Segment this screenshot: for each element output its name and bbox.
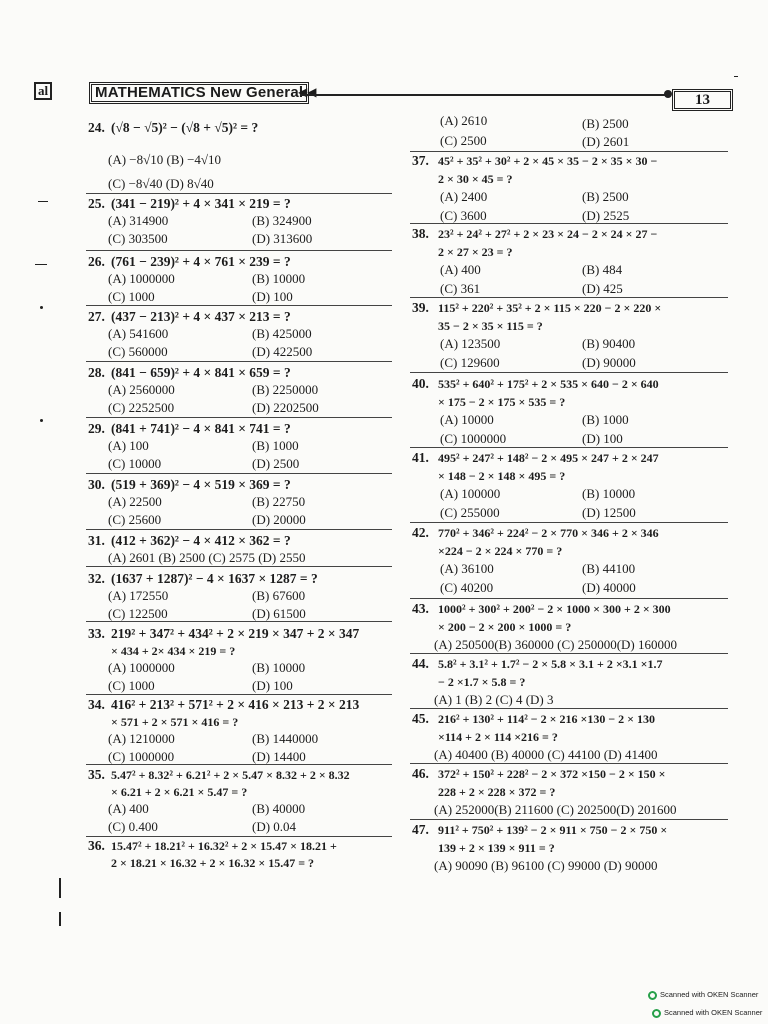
- option-d: (D) 0.04: [252, 819, 297, 834]
- question-separator: [410, 598, 728, 599]
- scan-mark: [38, 201, 48, 202]
- question-stem: 23² + 24² + 27² + 2 × 23 × 24 − 2 × 24 × 27 −: [438, 227, 658, 241]
- option-b: (B) 10000: [252, 660, 306, 675]
- option-b: (B) 2500: [582, 116, 629, 131]
- option-b: (B) 1000: [252, 438, 299, 453]
- question-separator: [86, 566, 392, 567]
- option-b: (B) 67600: [252, 588, 306, 603]
- option-a: (A) 2610: [440, 113, 488, 128]
- question-stem: 535² + 640² + 175² + 2 × 535 × 640 − 2 × 640: [438, 377, 659, 391]
- question-number: 26.: [88, 254, 105, 269]
- option-a: (A) 400: [440, 262, 481, 277]
- scan-mark: [734, 76, 738, 77]
- option-c: (C) 2500: [440, 133, 487, 148]
- question-stem: (761 − 239)² + 4 × 761 × 239 = ?: [111, 254, 291, 269]
- question-number: 25.: [88, 196, 105, 211]
- option-b: (B) 90400: [582, 336, 636, 351]
- question-separator: [86, 305, 392, 306]
- question-number: 28.: [88, 365, 105, 380]
- question-number: 46.: [412, 766, 429, 781]
- option-c: (C) 3600: [440, 208, 487, 223]
- option-d: (D) 2601: [582, 134, 630, 149]
- question-stem: (√8 − √5)² − (√8 + √5)² = ?: [111, 120, 259, 135]
- option-a: (A) 2400: [440, 189, 488, 204]
- question-separator: [86, 836, 392, 837]
- question-number: 37.: [412, 153, 429, 168]
- option-row-inline: (A) 252000(B) 211600 (C) 202500(D) 201600: [434, 802, 677, 817]
- option-a: (A) 541600: [108, 326, 169, 341]
- question-stem: (841 − 659)² + 4 × 841 × 659 = ?: [111, 365, 291, 380]
- scanner-logo-icon: [648, 991, 657, 1000]
- question-stem: (437 − 213)² + 4 × 437 × 213 = ?: [111, 309, 291, 324]
- question-number: 47.: [412, 822, 429, 837]
- question-number: 43.: [412, 601, 429, 616]
- question-number: 27.: [88, 309, 105, 324]
- question-number: 45.: [412, 711, 429, 726]
- question-stem: 770² + 346² + 224² − 2 × 770 × 346 + 2 × 346: [438, 526, 659, 540]
- question-stem: 219² + 347² + 434² + 2 × 219 × 347 + 2 × 347: [111, 626, 360, 641]
- option-b: (B) 1000: [582, 412, 629, 427]
- question-separator: [410, 151, 728, 152]
- question-number: 34.: [88, 697, 105, 712]
- question-number: 29.: [88, 421, 105, 436]
- option-a: (A) 100: [108, 438, 149, 453]
- question-number: 32.: [88, 571, 105, 586]
- option-d: (D) 2202500: [252, 400, 319, 415]
- scan-mark: [40, 306, 43, 309]
- option-d: (D) 20000: [252, 512, 306, 527]
- question-separator: [86, 250, 392, 251]
- question-stem: 216² + 130² + 114² − 2 × 216 ×130 − 2 × 130: [438, 712, 655, 726]
- option-row-inline: (A) 90090 (B) 96100 (C) 99000 (D) 90000: [434, 858, 658, 873]
- question-number: 40.: [412, 376, 429, 391]
- option-c: (C) 560000: [108, 344, 168, 359]
- option-row-inline: (A) 2601 (B) 2500 (C) 2575 (D) 2550: [108, 550, 306, 565]
- question-stem-continued: × 571 + 2 × 571 × 416 = ?: [111, 715, 239, 729]
- question-number: 24.: [88, 120, 105, 135]
- question-separator: [86, 417, 392, 418]
- option-c: (C) 40200: [440, 580, 494, 595]
- option-b: (B) 10000: [582, 486, 636, 501]
- question-stem-continued: 35 − 2 × 35 × 115 = ?: [438, 319, 543, 333]
- option-d: (D) 40000: [582, 580, 636, 595]
- corner-label: al: [34, 82, 52, 100]
- question-stem: 495² + 247² + 148² − 2 × 495 × 247 + 2 × 247: [438, 451, 659, 465]
- option-d: (D) 425: [582, 281, 623, 296]
- question-stem-continued: × 200 − 2 × 200 × 1000 = ?: [438, 620, 572, 634]
- scanner-watermark: [652, 1008, 762, 1018]
- option-a: (A) 22500: [108, 494, 162, 509]
- question-stem: 15.47² + 18.21² + 16.32² + 2 × 15.47 × 18.21 +: [111, 839, 337, 853]
- option-d: (D) 313600: [252, 231, 313, 246]
- option-c: (C) 1000: [108, 678, 155, 693]
- option-d: (D) 90000: [582, 355, 636, 370]
- option-d: (D) 100: [252, 289, 293, 304]
- option-a: (A) 36100: [440, 561, 494, 576]
- option-row-inline: (A) 1 (B) 2 (C) 4 (D) 3: [434, 692, 554, 707]
- option-b: (B) 44100: [582, 561, 636, 576]
- option-a: (A) 1000000: [108, 271, 175, 286]
- question-number: 36.: [88, 838, 105, 853]
- question-stem: 416² + 213² + 571² + 2 × 416 × 213 + 2 × 213: [111, 697, 360, 712]
- question-separator: [410, 708, 728, 709]
- option-d: (D) 2500: [252, 456, 300, 471]
- option-row: (C) −8√40 (D) 8√40: [108, 176, 214, 191]
- question-separator: [410, 223, 728, 224]
- option-a: (A) 2560000: [108, 382, 175, 397]
- scan-mark: [35, 264, 47, 265]
- question-stem-continued: × 148 − 2 × 148 × 495 = ?: [438, 469, 566, 483]
- option-a: (A) 1210000: [108, 731, 175, 746]
- option-c: (C) 1000: [108, 289, 155, 304]
- question-stem: 5.8² + 3.1² + 1.7² − 2 × 5.8 × 3.1 + 2 ×3.1 ×1.7: [438, 657, 663, 671]
- question-stem: (841 + 741)² − 4 × 841 × 741 = ?: [111, 421, 291, 436]
- header-dot-icon: [664, 90, 672, 98]
- question-separator: [86, 361, 392, 362]
- option-c: (C) 0.400: [108, 819, 158, 834]
- question-separator: [410, 522, 728, 523]
- question-stem-continued: × 175 − 2 × 175 × 535 = ?: [438, 395, 566, 409]
- question-number: 41.: [412, 450, 429, 465]
- option-d: (D) 12500: [582, 505, 636, 520]
- option-b: (B) 324900: [252, 213, 312, 228]
- question-separator: [86, 529, 392, 530]
- scan-mark: [59, 878, 61, 898]
- question-separator: [410, 297, 728, 298]
- question-number: 38.: [412, 226, 429, 241]
- question-stem-continued: ×224 − 2 × 224 × 770 = ?: [438, 544, 563, 558]
- question-stem: (1637 + 1287)² − 4 × 1637 × 1287 = ?: [111, 571, 318, 586]
- question-separator: [410, 763, 728, 764]
- question-stem-continued: 2 × 27 × 23 = ?: [438, 245, 513, 259]
- option-c: (C) 122500: [108, 606, 168, 621]
- scanner-text: Scanned with OKEN Scanner: [664, 1008, 763, 1017]
- question-separator: [86, 694, 392, 695]
- option-a: (A) 10000: [440, 412, 494, 427]
- question-separator: [410, 372, 728, 373]
- question-stem-continued: ×114 + 2 × 114 ×216 = ?: [438, 730, 558, 744]
- question-separator: [86, 764, 392, 765]
- option-d: (D) 100: [252, 678, 293, 693]
- option-d: (D) 14400: [252, 749, 306, 764]
- option-c: (C) 25600: [108, 512, 162, 527]
- option-b: (B) 1440000: [252, 731, 319, 746]
- option-d: (D) 61500: [252, 606, 306, 621]
- question-stem-continued: × 434 + 2× 434 × 219 = ?: [111, 644, 236, 658]
- question-stem: 911² + 750² + 139² − 2 × 911 × 750 − 2 × 750 ×: [438, 823, 668, 837]
- option-c: (C) 10000: [108, 456, 162, 471]
- option-a: (A) 314900: [108, 213, 169, 228]
- option-a: (A) 1000000: [108, 660, 175, 675]
- question-number: 44.: [412, 656, 429, 671]
- option-b: (B) 2500: [582, 189, 629, 204]
- scan-mark: [40, 419, 43, 422]
- scanner-watermark: [648, 990, 758, 1000]
- option-a: (A) 400: [108, 801, 149, 816]
- header-arrow-icon: ◀◀: [298, 85, 317, 99]
- option-b: (B) 10000: [252, 271, 306, 286]
- header-rule: [300, 94, 670, 96]
- page-number: 13: [672, 89, 733, 111]
- question-separator: [410, 653, 728, 654]
- option-b: (B) 2250000: [252, 382, 319, 397]
- question-stem: 1000² + 300² + 200² − 2 × 1000 × 300 + 2 × 300: [438, 602, 671, 616]
- question-stem-continued: 2 × 18.21 × 16.32 + 2 × 16.32 × 15.47 = ?: [111, 856, 315, 870]
- question-separator: [410, 819, 728, 820]
- question-stem-continued: 228 + 2 × 228 × 372 = ?: [438, 785, 556, 799]
- option-a: (A) 172550: [108, 588, 169, 603]
- option-c: (C) 361: [440, 281, 481, 296]
- question-stem-continued: 2 × 30 × 45 = ?: [438, 172, 513, 186]
- option-a: (A) 123500: [440, 336, 501, 351]
- question-number: 35.: [88, 767, 105, 782]
- option-b: (B) 40000: [252, 801, 306, 816]
- option-c: (C) 129600: [440, 355, 500, 370]
- option-c: (C) 255000: [440, 505, 500, 520]
- option-c: (C) 303500: [108, 231, 168, 246]
- question-number: 31.: [88, 533, 105, 548]
- question-stem: (412 + 362)² − 4 × 412 × 362 = ?: [111, 533, 291, 548]
- option-d: (D) 422500: [252, 344, 313, 359]
- question-stem: (519 + 369)² − 4 × 519 × 369 = ?: [111, 477, 291, 492]
- question-stem: 5.47² + 8.32² + 6.21² + 2 × 5.47 × 8.32 + 2 × 8.32: [111, 768, 350, 782]
- question-stem: 372² + 150² + 228² − 2 × 372 ×150 − 2 × 150 ×: [438, 767, 666, 781]
- option-a: (A) 100000: [440, 486, 501, 501]
- question-stem-continued: 139 + 2 × 139 × 911 = ?: [438, 841, 555, 855]
- question-separator: [410, 447, 728, 448]
- option-row-inline: (A) 250500(B) 360000 (C) 250000(D) 160000: [434, 637, 678, 652]
- scan-mark: [59, 912, 61, 926]
- option-b: (B) 484: [582, 262, 623, 277]
- option-b: (B) 22750: [252, 494, 306, 509]
- scanner-logo-icon: [652, 1009, 661, 1018]
- option-d: (D) 2525: [582, 208, 630, 223]
- option-d: (D) 100: [582, 431, 623, 446]
- question-number: 33.: [88, 626, 105, 641]
- question-stem: (341 − 219)² + 4 × 341 × 219 = ?: [111, 196, 291, 211]
- section-title: MATHEMATICS New General: [89, 82, 309, 104]
- scanner-text: Scanned with OKEN Scanner: [660, 990, 759, 999]
- option-c: (C) 1000000: [440, 431, 507, 446]
- question-separator: [86, 473, 392, 474]
- option-b: (B) 425000: [252, 326, 312, 341]
- option-row: (A) −8√10 (B) −4√10: [108, 152, 222, 167]
- option-c: (C) 1000000: [108, 749, 175, 764]
- question-number: 30.: [88, 477, 105, 492]
- question-stem: 115² + 220² + 35² + 2 × 115 × 220 − 2 × 220 ×: [438, 301, 662, 315]
- question-stem-continued: × 6.21 + 2 × 6.21 × 5.47 = ?: [111, 785, 248, 799]
- option-row-inline: (A) 40400 (B) 40000 (C) 44100 (D) 41400: [434, 747, 658, 762]
- option-c: (C) 2252500: [108, 400, 175, 415]
- question-number: 39.: [412, 300, 429, 315]
- question-stem-continued: − 2 ×1.7 × 5.8 = ?: [438, 675, 526, 689]
- question-separator: [86, 621, 392, 622]
- question-separator: [86, 193, 392, 194]
- question-number: 42.: [412, 525, 429, 540]
- question-stem: 45² + 35² + 30² + 2 × 45 × 35 − 2 × 35 × 30 −: [438, 154, 658, 168]
